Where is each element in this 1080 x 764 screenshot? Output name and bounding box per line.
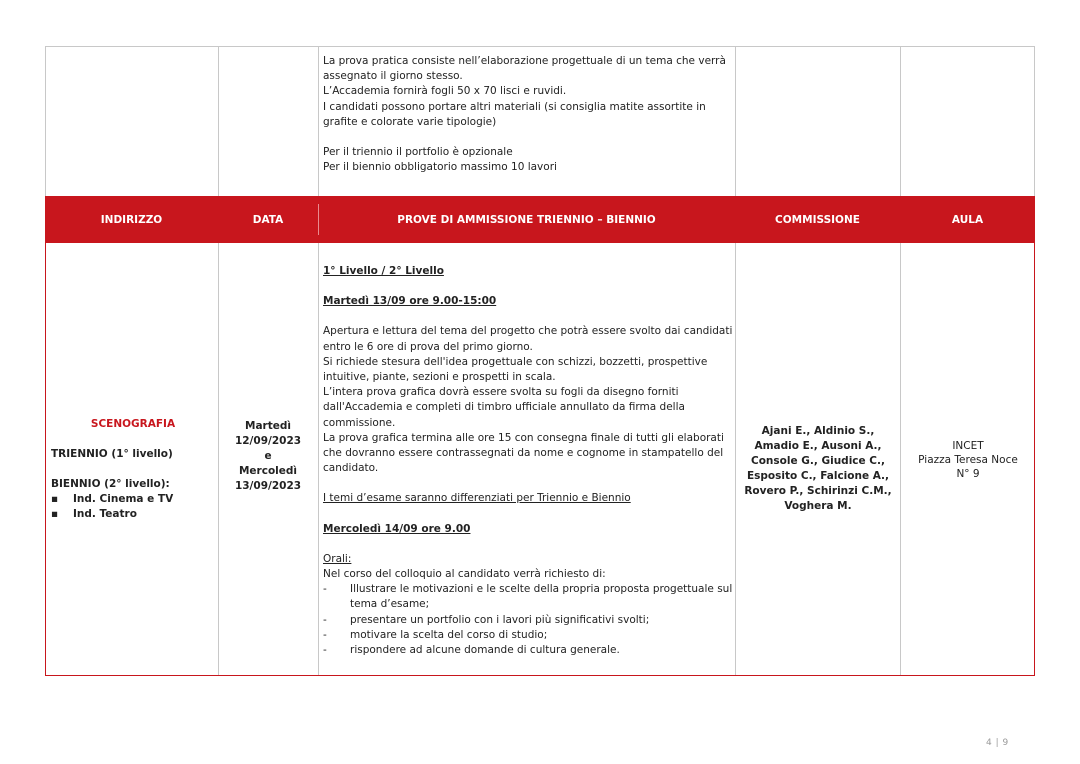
list-item [51,507,215,522]
column-divider [735,46,736,676]
list-item [51,492,215,507]
row-right-border [1034,243,1035,676]
date-line: e [264,450,272,462]
indirizzo-cell [51,417,215,522]
top-line: Per il triennio il portfolio è opzionale [323,146,513,159]
page-number: 4 | 9 [986,738,1009,748]
list-item [323,613,733,628]
aula-line: N° 9 [956,468,980,480]
admissions-table [45,46,1035,676]
aula-cell [902,439,1034,481]
header-data: DATA [252,213,284,226]
data-cell [219,419,317,494]
list-item-label: Ind. Cinema e TV [73,493,174,505]
dash-marker: - [323,613,327,626]
list-item [323,643,733,658]
date-line: Martedì [245,420,291,432]
orali-heading: Orali: [323,552,352,565]
header-aula: AULA [951,213,984,226]
livello-heading: 1° Livello / 2° Livello [323,265,444,277]
day1-heading: Martedì 13/09 ore 9.00-15:00 [323,295,497,308]
prove-paragraph: Apertura e lettura del tema del progetto che potrà essere svolto dai candidati entro le 6 ore di prova del primo giorno. [323,325,733,353]
top-line: L’Accademia fornirà fogli 50 x 70 lisci e ruvidi. [323,85,567,98]
date-line: Mercoledì [238,465,298,477]
date-line: 13/09/2023 [234,480,302,492]
column-divider [318,46,319,676]
list-item-label: Illustrare le motivazioni e le scelte della propria proposta progettuale sul tema d’esame; [350,583,733,611]
bullet-icon: ▪ [51,493,59,505]
date-line: 12/09/2023 [234,435,302,447]
header-commissione: COMMISSIONE [775,213,860,226]
top-line: Per il biennio obbligatorio massimo 10 lavori [323,161,557,174]
row-bottom-border [45,675,1035,676]
column-divider [218,46,219,676]
table-top-border [45,46,1035,47]
day2-heading: Mercoledì 14/09 ore 9.00 [323,522,471,535]
prove-paragraph: La prova grafica termina alle ore 15 con consegna finale di tutti gli elaborati che dovranno essere contrassegnati da nome e cognome in stampatello del candidato. [323,431,724,475]
top-line: La prova pratica consiste nell’elaborazione progettuale di un tema che verrà assegnato il giorno stesso. [323,55,726,83]
list-item [323,582,733,612]
top-line: I candidati possono portare altri materiali (si consiglia matite assortite in grafite e colorate varie tipologie) [323,100,706,128]
dash-marker: - [323,628,327,641]
aula-line: Piazza Teresa Noce [918,454,1018,466]
dash-marker: - [323,583,327,596]
indirizzo-title: SCENOGRAFIA [90,418,176,430]
header-prove: PROVE DI AMMISSIONE TRIENNIO – BIENNIO [397,213,656,226]
list-item-label: rispondere ad alcune domande di cultura generale. [350,644,620,657]
commissione-cell: Ajani E., Aldinio S., Amadio E., Ausoni A., Console G., Giudice C., Esposito C., Falcione A., Rovero P., Schirinzi C.M., Voghera M. [744,425,892,512]
prove-paragraph: L’intera prova grafica dovrà essere svolta su fogli da disegno forniti dall'Accademia e completi di timbro ufficiale annullato da firma della commissione. [323,386,685,429]
prove-paragraph: Si richiede stesura dell'idea progettuale con schizzi, bozzetti, prospettive intuitive, piante, sezioni e prospetti in scala. [323,355,708,384]
practical-test-description [323,54,728,175]
prove-cell [323,264,733,658]
aula-line: INCET [952,440,984,452]
themes-note: I temi d’esame saranno differenziati per Triennio e Biennio [323,492,631,505]
list-item-label: motivare la scelta del corso di studio; [350,628,548,641]
orali-intro: Nel corso del colloquio al candidato verrà richiesto di: [323,568,606,581]
bullet-icon: ▪ [51,508,59,520]
row-left-border [45,243,46,676]
column-divider [900,46,901,676]
list-item-label: Ind. Teatro [73,508,137,520]
header-indirizzo: INDIRIZZO [100,213,163,226]
table-header [45,196,1035,243]
triennio-label: TRIENNIO (1° livello) [51,448,173,460]
list-item-label: presentare un portfolio con i lavori più significativi svolti; [350,613,650,626]
biennio-label: BIENNIO (2° livello): [51,478,170,490]
list-item [323,628,733,643]
dash-marker: - [323,644,327,657]
